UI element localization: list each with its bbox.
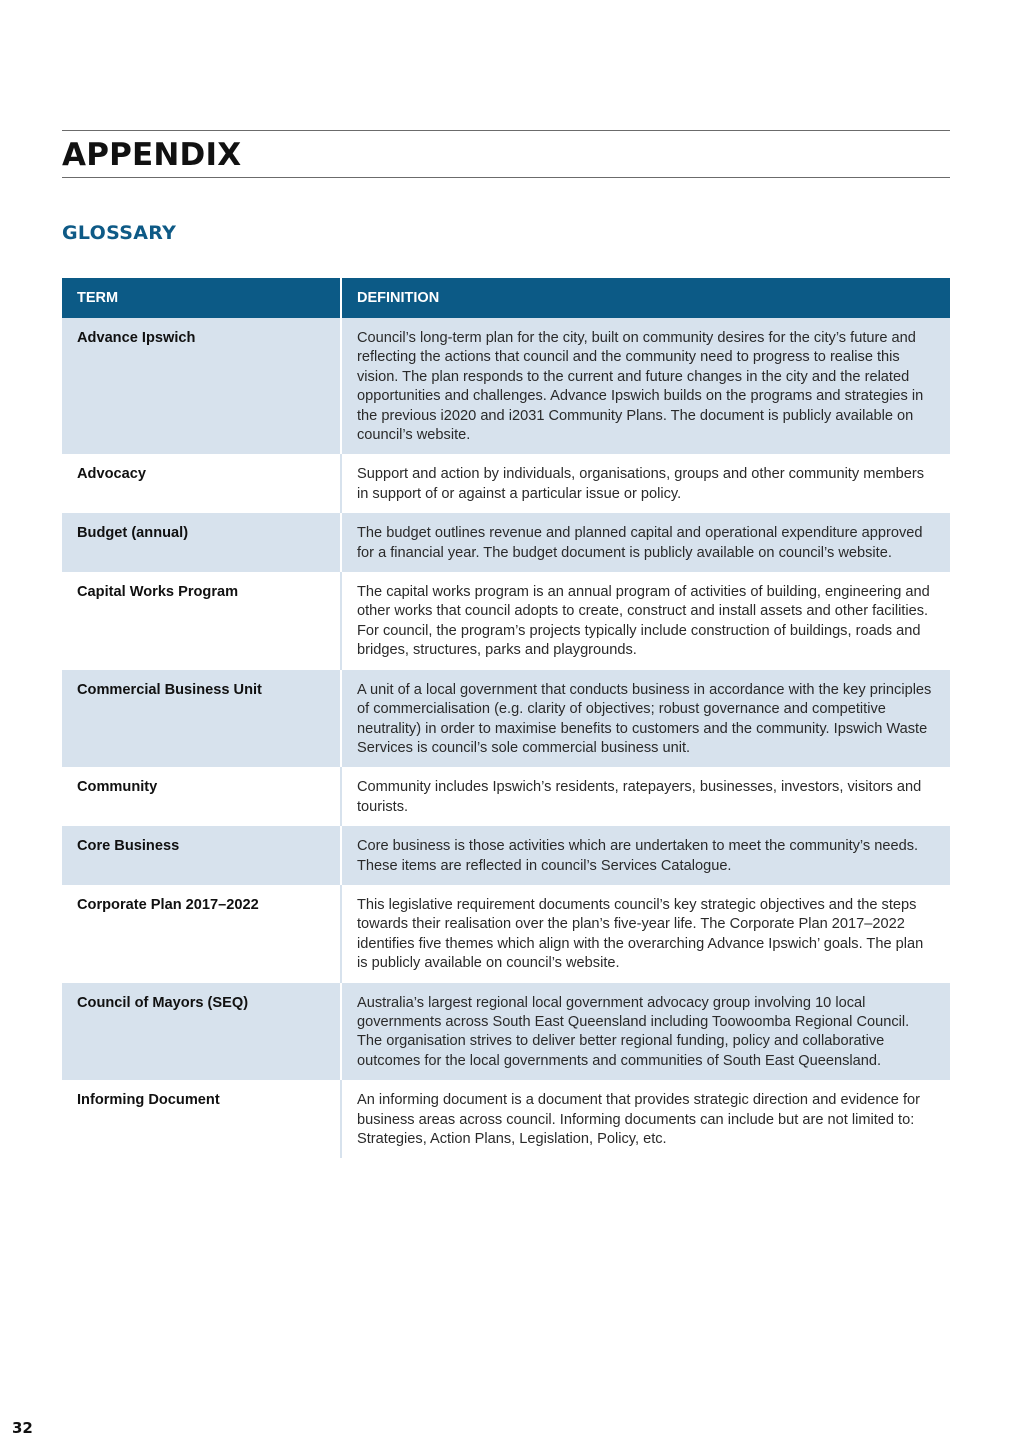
glossary-term: Advocacy <box>62 454 341 513</box>
table-row <box>62 826 950 885</box>
table-row <box>62 572 950 670</box>
glossary-term: Community <box>62 767 341 826</box>
glossary-definition: Support and action by individuals, organisations, groups and other community members in support of or against a particular issue or policy. <box>341 454 950 513</box>
glossary-term: Informing Document <box>62 1080 341 1158</box>
column-header-definition: DEFINITION <box>341 278 950 318</box>
glossary-term: Corporate Plan 2017–2022 <box>62 885 341 983</box>
table-row <box>62 983 950 1081</box>
table-row <box>62 670 950 768</box>
title-block <box>62 130 950 178</box>
column-header-term: TERM <box>62 278 341 318</box>
glossary-definition: Core business is those activities which are undertaken to meet the community’s needs. These items are reflected in council’s Services Catalogue. <box>341 826 950 885</box>
glossary-definition: Community includes Ipswich’s residents, ratepayers, businesses, investors, visitors and tourists. <box>341 767 950 826</box>
glossary-definition: A unit of a local government that conducts business in accordance with the key principles of commercialisation (e.g. clarity of objectives; robust governance and competitive neutrality) in order to maximise benefits to customers and the community. Ipswich Waste Services is council’s sole commercial business unit. <box>341 670 950 768</box>
glossary-definition: This legislative requirement documents council’s key strategic objectives and the steps towards their realisation over the plan’s five-year life. The Corporate Plan 2017–2022 identifies five themes which align with the overarching Advance Ipswich’ goals. The plan is publicly available on council’s website. <box>341 885 950 983</box>
glossary-table <box>62 278 950 1158</box>
page-title: APPENDIX <box>62 137 242 173</box>
glossary-term: Advance Ipswich <box>62 318 341 454</box>
table-row <box>62 767 950 826</box>
glossary-definition: Council’s long-term plan for the city, built on community desires for the city’s future and reflecting the actions that council and the community need to progress to realise this vision. The plan responds to the current and future changes in the city and the related opportunities and challenges. Advance Ipswich builds on the programs and strategies in the previous i2020 and i2031 Community Plans. The document is publicly available on council’s website. <box>341 318 950 454</box>
table-row <box>62 318 950 454</box>
section-heading: GLOSSARY <box>62 222 177 244</box>
table-header-row <box>62 278 950 318</box>
glossary-term: Budget (annual) <box>62 513 341 572</box>
glossary-term: Council of Mayors (SEQ) <box>62 983 341 1081</box>
page-number: 32 <box>12 1419 33 1437</box>
table-row <box>62 885 950 983</box>
glossary-definition: The capital works program is an annual program of activities of building, engineering and other works that council adopts to create, construct and install assets and other facilities. For council, the program’s projects typically include construction of buildings, roads and bridges, structures, parks and playgrounds. <box>341 572 950 670</box>
table-row <box>62 1080 950 1158</box>
glossary-term: Capital Works Program <box>62 572 341 670</box>
glossary-definition: Australia’s largest regional local government advocacy group involving 10 local governments across South East Queensland including Toowoomba Regional Council. The organisation strives to deliver better regional funding, policy and collaborative outcomes for the local governments and communities of South East Queensland. <box>341 983 950 1081</box>
glossary-definition: An informing document is a document that provides strategic direction and evidence for business areas across council. Informing documents can include but are not limited to: Strategies, Action Plans, Legislation, Policy, etc. <box>341 1080 950 1158</box>
glossary-term: Commercial Business Unit <box>62 670 341 768</box>
glossary-term: Core Business <box>62 826 341 885</box>
glossary-definition: The budget outlines revenue and planned capital and operational expenditure approved for a financial year. The budget document is publicly available on council’s website. <box>341 513 950 572</box>
table-row <box>62 454 950 513</box>
table-row <box>62 513 950 572</box>
